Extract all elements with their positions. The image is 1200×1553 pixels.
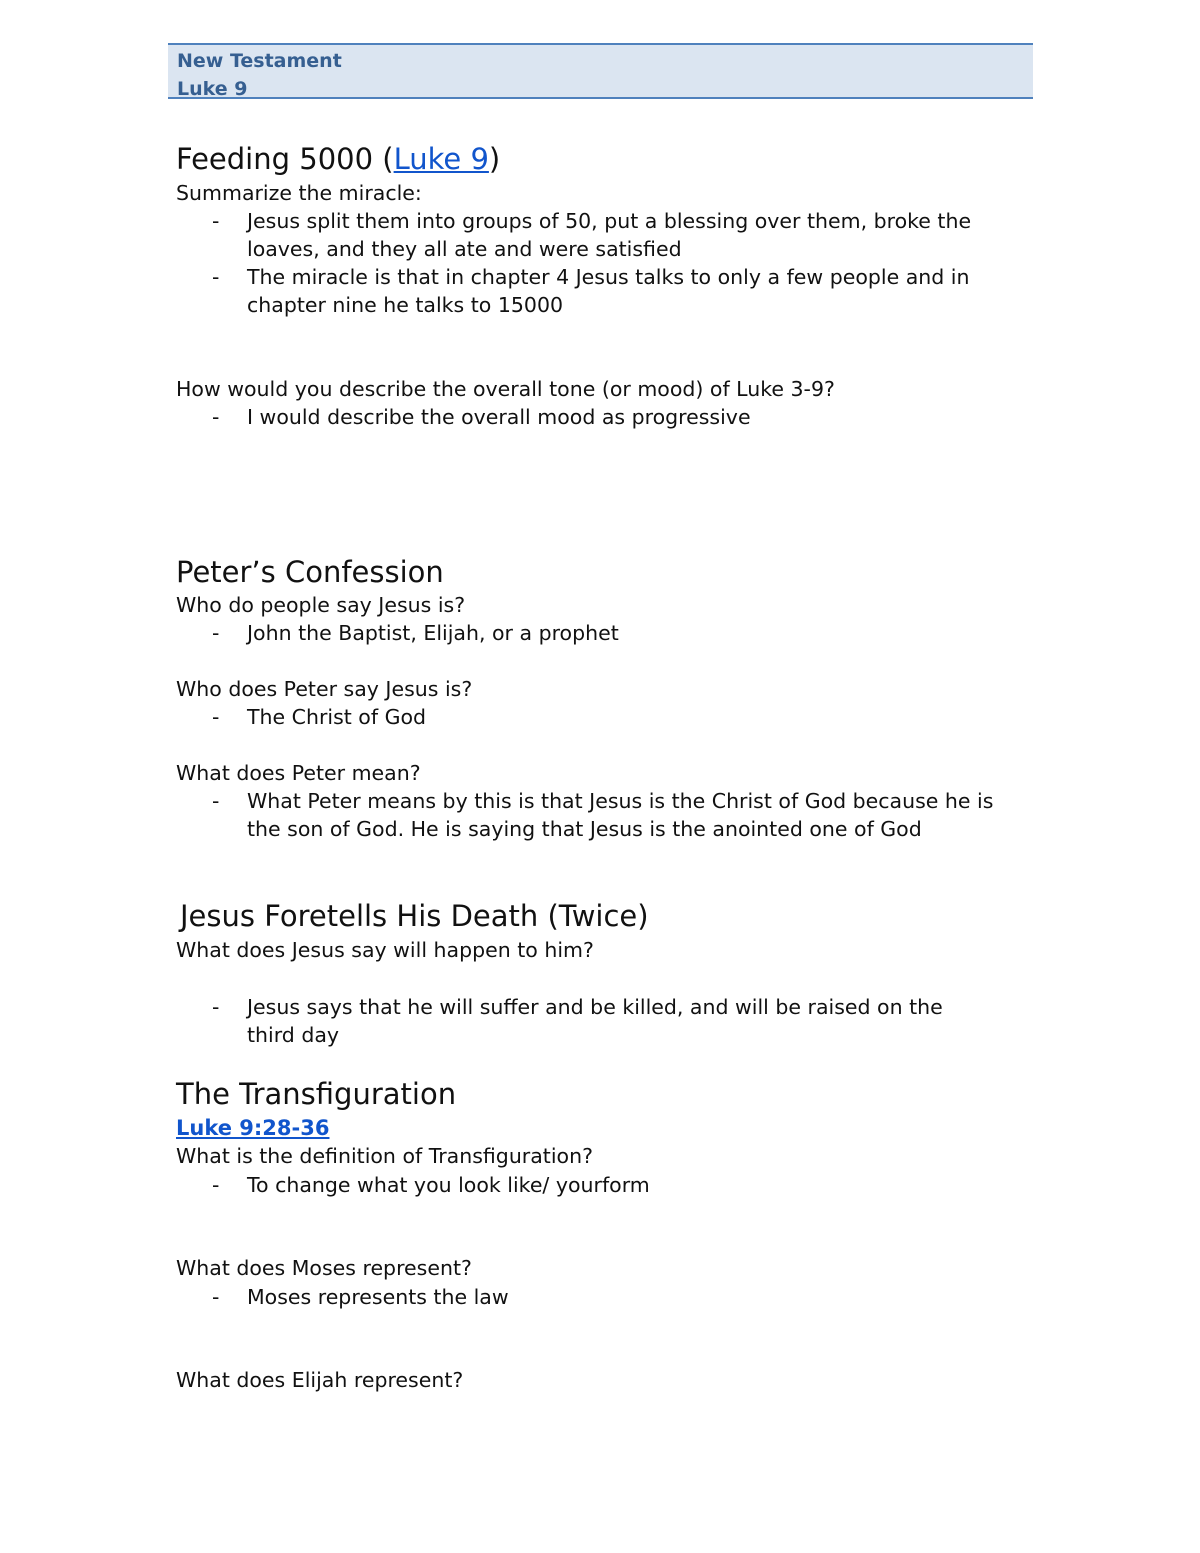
answer-text: Jesus says that he will suffer and be killed, and will be raised on the xyxy=(247,995,943,1019)
feeding-title-text: Feeding 5000 ( xyxy=(176,142,394,176)
list-item xyxy=(212,993,1042,1049)
list-item xyxy=(212,403,1042,431)
bullet-dash: - xyxy=(212,1173,220,1197)
section-title-transfiguration: The Transfiguration xyxy=(176,1077,457,1111)
answer-text-cont: chapter nine he talks to 15000 xyxy=(247,293,564,317)
question-summarize: Summarize the miracle: xyxy=(176,181,422,205)
luke-9-28-36-link[interactable]: Luke 9:28-36 xyxy=(176,1116,330,1140)
answer-text: The Christ of God xyxy=(247,705,427,729)
list-item xyxy=(212,207,1042,263)
question-peter-say: Who does Peter say Jesus is? xyxy=(176,677,473,701)
question-people-say: Who do people say Jesus is? xyxy=(176,593,466,617)
answer-text: To change what you look like/ yourform xyxy=(247,1173,650,1197)
list-item xyxy=(212,703,1042,731)
luke-9-link[interactable]: Luke 9 xyxy=(393,142,489,176)
section-title-foretells: Jesus Foretells His Death (Twice) xyxy=(180,899,649,933)
question-elijah: What does Elijah represent? xyxy=(176,1368,464,1392)
answer-text: I would describe the overall mood as progressive xyxy=(247,405,751,429)
question-peter-mean: What does Peter mean? xyxy=(176,761,421,785)
list-item xyxy=(212,619,1042,647)
answer-text: Jesus split them into groups of 50, put a blessing over them, broke the xyxy=(247,209,972,233)
bullet-dash: - xyxy=(212,1285,220,1309)
bullet-dash: - xyxy=(212,209,220,233)
question-moses: What does Moses represent? xyxy=(176,1256,472,1280)
feeding-title-close: ) xyxy=(488,142,501,176)
answer-text: John the Baptist, Elijah, or a prophet xyxy=(247,621,619,645)
answer-text: Moses represents the law xyxy=(247,1285,509,1309)
section-title-feeding xyxy=(176,142,500,176)
answer-text-cont: third day xyxy=(247,1023,340,1047)
question-happen: What does Jesus say will happen to him? xyxy=(176,938,594,962)
header-chapter: Luke 9 xyxy=(177,78,248,100)
bullet-dash: - xyxy=(212,705,220,729)
bullet-dash: - xyxy=(212,995,220,1019)
list-item xyxy=(212,1283,1042,1311)
bullet-dash: - xyxy=(212,405,220,429)
header-course: New Testament xyxy=(177,50,342,72)
document-header xyxy=(168,43,1033,99)
answer-text: The miracle is that in chapter 4 Jesus talks to only a few people and in xyxy=(247,265,970,289)
bullet-dash: - xyxy=(212,789,220,813)
bullet-dash: - xyxy=(212,621,220,645)
answer-text: What Peter means by this is that Jesus is the Christ of God because he is xyxy=(247,789,994,813)
answer-text-cont: loaves, and they all ate and were satisfied xyxy=(247,237,682,261)
answer-text-cont: the son of God. He is saying that Jesus is the anointed one of God xyxy=(247,817,922,841)
question-definition: What is the definition of Transfiguration? xyxy=(176,1144,593,1168)
list-item xyxy=(212,1171,1042,1199)
section-title-peter: Peter’s Confession xyxy=(176,555,444,589)
question-tone: How would you describe the overall tone (or mood) of Luke 3-9? xyxy=(176,377,835,401)
bullet-dash: - xyxy=(212,265,220,289)
list-item xyxy=(212,787,1042,843)
list-item xyxy=(212,263,1042,319)
